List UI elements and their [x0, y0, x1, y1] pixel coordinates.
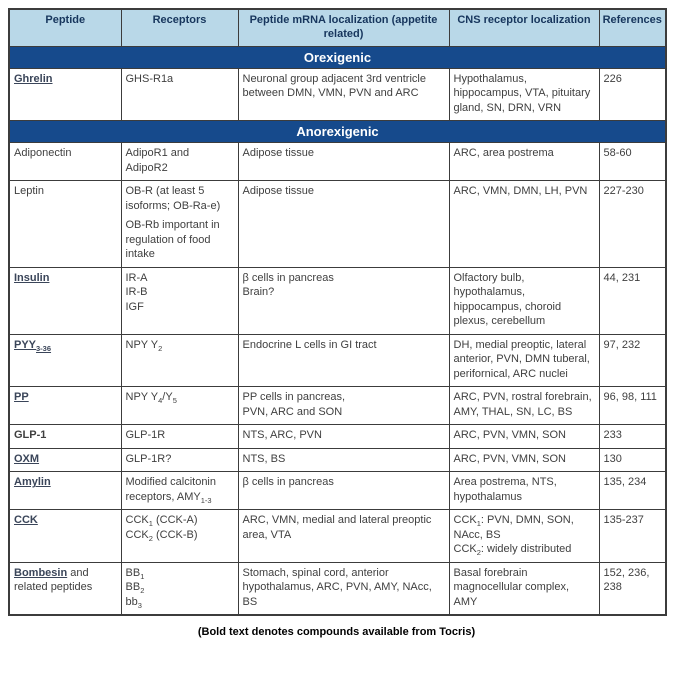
peptide-name [14, 184, 117, 199]
cell-line [243, 405, 445, 420]
cell-peptide [9, 510, 121, 563]
cell-mrna-localization [238, 181, 449, 268]
cell-line [454, 72, 595, 116]
cell-mrna-localization [238, 562, 449, 615]
text-segment: BB [125, 566, 141, 579]
cell-peptide [9, 472, 121, 510]
text-segment: bb [125, 595, 138, 608]
cell-peptide [9, 562, 121, 615]
column-header-1: Peptide [9, 9, 121, 46]
peptide-name [14, 72, 117, 87]
table-row [9, 510, 666, 563]
text-segment: β cells in pancreas [242, 476, 334, 489]
text-segment: GLP-1 [14, 429, 47, 442]
text-segment: NTS, ARC, PVN [242, 429, 322, 442]
cell-line [126, 528, 234, 543]
cell-receptors [121, 425, 238, 449]
cell-line [454, 390, 595, 419]
text-segment: ARC, VMN, DMN, LH, PVN [453, 185, 588, 198]
peptide-name [14, 475, 117, 490]
cell-mrna-localization [238, 334, 449, 387]
cell-cns-localization [449, 425, 599, 449]
text-segment: CCK [453, 543, 477, 556]
cell-line [126, 428, 234, 443]
cell-mrna-localization [238, 267, 449, 334]
text-segment: 2 [148, 534, 153, 544]
cell-cns-localization [449, 267, 599, 334]
cell-cns-localization [449, 472, 599, 510]
peptide-name [14, 338, 117, 353]
cell-references: 135, 234 [599, 472, 666, 510]
text-segment: NPY Y [125, 338, 159, 351]
text-segment: Brain? [242, 286, 275, 299]
cell-line [243, 338, 445, 353]
text-segment: : widely distributed [480, 543, 572, 556]
table-row [9, 562, 666, 615]
text-segment: ARC, PVN, rostral forebrain, AMY, THAL, SN, LC, BS [453, 391, 592, 418]
cell-line [243, 271, 445, 286]
cell-line [126, 271, 234, 286]
text-segment: and related peptides [14, 566, 93, 594]
text-segment: 1-3 [200, 496, 212, 506]
cell-line [126, 338, 234, 353]
column-header-4: CNS receptor localization [449, 9, 599, 46]
cell-line [243, 146, 445, 161]
cell-line [454, 513, 595, 542]
text-segment: (CCK-B) [152, 528, 198, 541]
cell-mrna-localization [238, 510, 449, 563]
text-segment: Leptin [14, 185, 44, 198]
peptide-name [14, 146, 117, 161]
cell-peptide [9, 68, 121, 121]
text-segment: ARC, PVN, VMN, SON [453, 429, 566, 442]
text-segment: Basal forebrain magnocellular complex, AMY [453, 566, 570, 608]
section-title-orexigenic: Orexigenic [9, 46, 666, 68]
cell-line [243, 452, 445, 467]
cell-line [126, 184, 234, 213]
text-segment: PP cells in pancreas, [242, 391, 346, 404]
column-header-5: References [599, 9, 666, 46]
text-segment: BB [125, 581, 141, 594]
text-segment: 1 [476, 519, 481, 529]
cell-line [454, 566, 595, 610]
text-segment: IR-B [125, 286, 148, 299]
cell-peptide [9, 143, 121, 181]
cell-receptors [121, 510, 238, 563]
cell-cns-localization [449, 448, 599, 472]
cell-cns-localization [449, 334, 599, 387]
peptide-link[interactable]: PYY [14, 338, 37, 351]
text-segment: GHS-R1a [125, 72, 174, 85]
peptide-name [14, 428, 117, 443]
cell-peptide [9, 267, 121, 334]
peptide-link[interactable]: Ghrelin [14, 72, 53, 85]
cell-mrna-localization [238, 472, 449, 510]
text-segment: NPY Y [125, 391, 159, 404]
column-header-3: Peptide mRNA localization (appetite related) [238, 9, 449, 46]
cell-peptide [9, 387, 121, 425]
cell-references: 96, 98, 111 [599, 387, 666, 425]
text-segment: NTS, BS [242, 452, 286, 465]
text-segment: 1 [140, 572, 145, 582]
text-segment: CCK [125, 528, 149, 541]
text-segment: 5 [172, 396, 177, 406]
cell-cns-localization [449, 510, 599, 563]
peptide-link[interactable]: 3-36 [36, 343, 52, 353]
cell-receptors [121, 181, 238, 268]
cell-mrna-localization [238, 68, 449, 121]
cell-peptide [9, 448, 121, 472]
text-segment: Olfactory bulb, hypothalamus, hippocampus, choroid plexus, cerebellum [453, 271, 562, 328]
peptide-name [14, 452, 117, 467]
cell-line [126, 285, 234, 300]
peptide-link[interactable]: Amylin [14, 476, 51, 489]
table-row [9, 267, 666, 334]
cell-line [126, 390, 234, 405]
table-body [9, 46, 666, 615]
text-segment: 3 [137, 601, 142, 611]
text-segment: Neuronal group adjacent 3rd ventricle between DMN, VMN, PVN and ARC [242, 72, 426, 100]
peptide-name [14, 390, 117, 405]
cell-line [126, 452, 234, 467]
text-segment: (CCK-A) [152, 514, 198, 527]
cell-cns-localization [449, 68, 599, 121]
table-row [9, 334, 666, 387]
cell-line [126, 218, 234, 262]
section-title-anorexigenic: Anorexigenic [9, 121, 666, 143]
cell-mrna-localization [238, 425, 449, 449]
cell-cns-localization [449, 143, 599, 181]
cell-line [126, 300, 234, 315]
peptide-table [8, 8, 667, 616]
text-segment: IGF [125, 300, 144, 313]
cell-mrna-localization [238, 143, 449, 181]
text-segment: AdipoR1 and AdipoR2 [125, 147, 190, 174]
cell-line [243, 475, 445, 490]
text-segment: ARC, area postrema [453, 147, 554, 160]
cell-cns-localization [449, 562, 599, 615]
text-segment: OB-Rb important in regulation of food intake [125, 219, 220, 261]
text-segment: 1 [148, 519, 153, 529]
section-row [9, 121, 666, 143]
cell-receptors [121, 68, 238, 121]
table-row [9, 472, 666, 510]
cell-line [243, 566, 445, 610]
cell-line [126, 566, 234, 581]
cell-references: 226 [599, 68, 666, 121]
cell-line [454, 452, 595, 467]
text-segment: CCK [453, 514, 477, 527]
cell-receptors [121, 267, 238, 334]
cell-mrna-localization [238, 448, 449, 472]
text-segment: 2 [158, 343, 163, 353]
cell-line [454, 184, 595, 199]
text-segment: β cells in pancreas [242, 271, 334, 284]
text-segment: PVN, ARC and SON [242, 405, 343, 418]
cell-references: 227-230 [599, 181, 666, 268]
cell-line [243, 285, 445, 300]
text-segment: ARC, PVN, VMN, SON [453, 452, 566, 465]
text-segment: 2 [476, 548, 481, 558]
text-segment: Area postrema, NTS, hypothalamus [453, 476, 557, 503]
cell-peptide [9, 334, 121, 387]
peptide-link[interactable]: OXM [14, 452, 40, 465]
cell-line [243, 428, 445, 443]
footer-note: (Bold text denotes compounds available from Tocris) [197, 626, 476, 639]
cell-peptide [9, 181, 121, 268]
cell-receptors [121, 562, 238, 615]
cell-line [243, 184, 445, 199]
peptide-name [14, 566, 117, 595]
text-segment: Adipose tissue [242, 147, 315, 160]
peptide-link[interactable]: CCK [14, 514, 38, 527]
table-row [9, 448, 666, 472]
text-segment: IR-A [125, 271, 148, 284]
cell-line [126, 475, 234, 504]
cell-line [243, 390, 445, 405]
text-segment: OB-R (at least 5 isoforms; OB-Ra-e) [125, 185, 221, 212]
cell-references: 233 [599, 425, 666, 449]
cell-references: 97, 232 [599, 334, 666, 387]
table-row [9, 387, 666, 425]
cell-line [454, 146, 595, 161]
cell-references: 130 [599, 448, 666, 472]
table-row [9, 143, 666, 181]
text-segment: 2 [140, 586, 145, 596]
text-segment: GLP-1R [125, 429, 166, 442]
text-segment: : PVN, DMN, SON, NAcc, BS [453, 514, 574, 541]
peptide-name [14, 271, 117, 286]
text-segment: Hypothalamus, hippocampus, VTA, pituitary gland, SN, DRN, VRN [453, 72, 591, 114]
cell-line [126, 146, 234, 175]
cell-receptors [121, 448, 238, 472]
cell-line [454, 542, 595, 557]
cell-line [454, 338, 595, 382]
text-segment: CCK [125, 514, 149, 527]
cell-references: 58-60 [599, 143, 666, 181]
text-segment: Adiponectin [14, 147, 72, 160]
cell-line [454, 428, 595, 443]
cell-references: 135-237 [599, 510, 666, 563]
text-segment: Modified calcitonin receptors, AMY [125, 476, 216, 503]
table-row [9, 68, 666, 121]
text-segment: Adipose tissue [242, 185, 315, 198]
cell-receptors [121, 143, 238, 181]
cell-references: 44, 231 [599, 267, 666, 334]
column-header-2: Receptors [121, 9, 238, 46]
text-segment: DH, medial preoptic, lateral anterior, PVN, DMN tuberal, perifornical, ARC nuclei [453, 338, 590, 380]
cell-receptors [121, 472, 238, 510]
table-header [9, 9, 666, 46]
header-row [9, 9, 666, 46]
table-row [9, 425, 666, 449]
text-segment: GLP-1R? [125, 452, 172, 465]
cell-line [126, 595, 234, 610]
peptide-link[interactable]: Bombesin [14, 566, 68, 579]
cell-line [454, 475, 595, 504]
cell-receptors [121, 334, 238, 387]
cell-line [126, 580, 234, 595]
table-row [9, 181, 666, 268]
cell-receptors [121, 387, 238, 425]
section-row [9, 46, 666, 68]
text-segment: Endocrine L cells in GI tract [242, 338, 377, 351]
cell-line [243, 72, 445, 101]
cell-line [454, 271, 595, 329]
peptide-link[interactable]: Insulin [14, 271, 50, 284]
cell-peptide [9, 425, 121, 449]
peptide-link[interactable]: PP [14, 391, 29, 404]
cell-mrna-localization [238, 387, 449, 425]
cell-line [126, 72, 234, 87]
cell-cns-localization [449, 181, 599, 268]
peptide-name [14, 513, 117, 528]
text-segment: ARC, VMN, medial and lateral preoptic area, VTA [242, 514, 432, 541]
text-segment: Stomach, spinal cord, anterior hypothalamus, ARC, PVN, AMY, NAcc, BS [242, 566, 432, 608]
cell-line [126, 513, 234, 528]
cell-line [243, 513, 445, 542]
text-segment: 4 [158, 396, 163, 406]
text-segment: /Y [162, 391, 173, 404]
cell-references: 152, 236, 238 [599, 562, 666, 615]
cell-cns-localization [449, 387, 599, 425]
